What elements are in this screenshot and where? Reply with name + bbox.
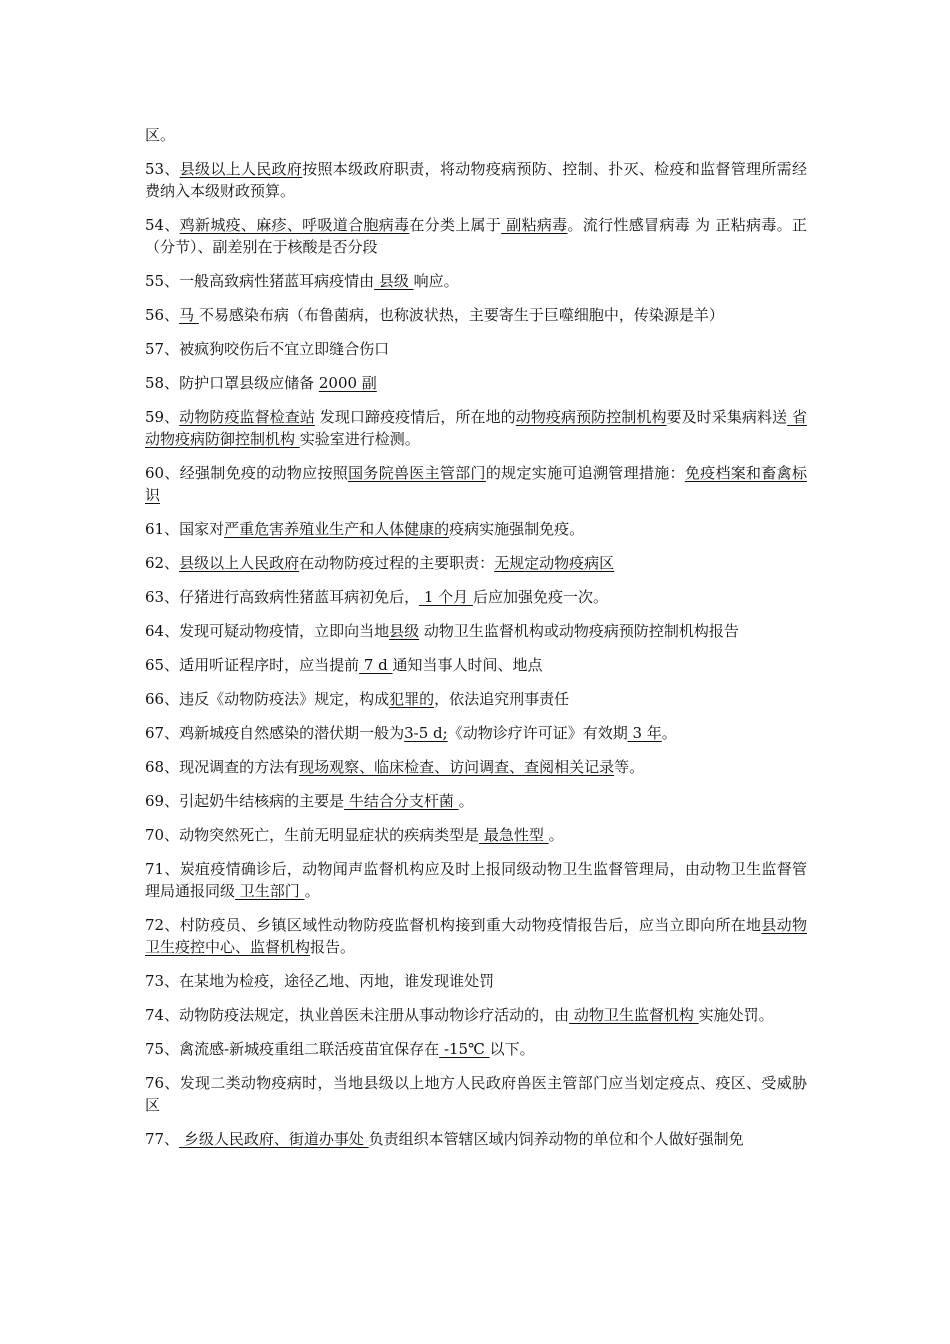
underlined-answer: 严重危害养殖业生产和人体健康的	[224, 520, 450, 538]
text-segment: 55、一般高致病性猪蓝耳病疫情由	[145, 272, 375, 290]
text-segment: 发现口蹄疫疫情后，所在地的	[314, 408, 516, 426]
underlined-answer: 国务院兽医主管部门	[348, 464, 486, 482]
underlined-answer: 3 年	[627, 724, 662, 742]
paragraph-item	[145, 214, 807, 258]
text-segment: 动物卫生监督机构或动物疫病预防控制机构报告	[419, 622, 739, 640]
text-segment: 73、在某地为检疫，途径乙地、丙地，谁发现谁处罚	[145, 972, 495, 990]
document-body	[145, 124, 807, 1162]
underlined-answer: 马	[179, 306, 199, 324]
paragraph-item	[145, 406, 807, 450]
text-segment: 要及时采集病料送	[666, 408, 788, 426]
paragraph-item	[145, 1038, 807, 1060]
underlined-answer: 乡级人民政府、街道办事处	[179, 1130, 369, 1148]
text-segment: 60、经强制免疫的动物应按照	[145, 464, 349, 482]
paragraph-item	[145, 124, 807, 146]
text-segment: 58、防护口罩县级应储备	[145, 374, 319, 392]
paragraph-item	[145, 688, 807, 710]
text-segment: 不易感染布病（布鲁菌病，也称波状热，主要寄生于巨噬细胞中，传染源是羊）	[198, 306, 724, 324]
paragraph-item	[145, 620, 807, 642]
underlined-answer: 省动物疫病防御控制机构	[145, 408, 807, 448]
text-segment: 64、发现可疑动物疫情，立即向当地	[145, 622, 390, 640]
underlined-answer: 副粘病毒	[501, 216, 568, 234]
text-segment: 77、	[145, 1130, 180, 1148]
text-segment: 61、国家对	[145, 520, 225, 538]
paragraph-item	[145, 372, 807, 394]
underlined-answer: 县级以上人民政府	[179, 554, 300, 572]
underlined-answer: 县级	[374, 272, 414, 290]
text-segment: 74、动物防疫法规定，执业兽医未注册从事动物诊疗活动的，由	[145, 1006, 570, 1024]
text-segment: 区。	[145, 126, 176, 144]
underlined-answer: 无规定动物疫病区	[494, 554, 615, 572]
paragraph-item	[145, 304, 807, 326]
text-segment: 报告。	[310, 938, 356, 956]
underlined-answer: 鸡新城疫、麻疹、呼吸道合胞病毒	[179, 216, 410, 234]
underlined-answer: 县动物卫生疫控中心、监督机构	[145, 916, 807, 956]
underlined-answer: 7 d	[359, 656, 393, 674]
paragraph-item	[145, 338, 807, 360]
underlined-answer: 1 个月	[419, 588, 473, 606]
text-segment: 实验室进行检测。	[299, 430, 420, 448]
paragraph-item	[145, 552, 807, 574]
paragraph-item	[145, 970, 807, 992]
text-segment: 《动物诊疗许可证》有效期	[447, 724, 628, 742]
paragraph-item	[145, 158, 807, 202]
text-segment: 后应加强免疫一次。	[472, 588, 608, 606]
underlined-answer: 最急性型	[479, 826, 549, 844]
underlined-answer: 犯罪的	[389, 690, 435, 708]
text-segment: 53、	[145, 160, 180, 178]
text-segment: 。	[661, 724, 677, 742]
underlined-answer: 卫生部门	[235, 882, 305, 900]
text-segment: 在动物防疫过程的主要职责：	[299, 554, 495, 572]
text-segment: 68、现况调查的方法有	[145, 758, 300, 776]
paragraph-item	[145, 858, 807, 902]
paragraph-item	[145, 824, 807, 846]
text-segment: 66、违反《动物防疫法》规定，构成	[145, 690, 390, 708]
underlined-answer: 牛结合分支杆菌	[344, 792, 459, 810]
text-segment: 69、引起奶牛结核病的主要是	[145, 792, 345, 810]
paragraph-item	[145, 654, 807, 676]
text-segment: 按照本级政府职责，将动物疫病预防、控制、扑灭、检疫和监督管理所需经费纳入本级财政预算。	[145, 160, 807, 200]
text-segment: 75、禽流感-新城疫重组二联活疫苗宜保存在	[145, 1040, 440, 1058]
underlined-answer: 县级	[389, 622, 420, 640]
paragraph-item	[145, 586, 807, 608]
text-segment: ，依法追究刑事责任	[434, 690, 570, 708]
paragraph-item	[145, 914, 807, 958]
text-segment: 62、	[145, 554, 180, 572]
text-segment: 65、适用听证程序时，应当提前	[145, 656, 360, 674]
text-segment: 54、	[145, 216, 180, 234]
text-segment: 67、鸡新城疫自然感染的潜伏期一般为	[145, 724, 405, 742]
text-segment: 疫病实施强制免疫。	[449, 520, 585, 538]
text-segment: 63、仔猪进行高致病性猪蓝耳病初免后，	[145, 588, 420, 606]
text-segment: 等。	[614, 758, 645, 776]
underlined-answer: 3-5 d;	[404, 724, 448, 742]
paragraph-item	[145, 790, 807, 812]
underlined-answer: 2000 副	[318, 374, 377, 392]
text-segment: 71、炭疽疫情确诊后，动物闻声监督机构应及时上报同级动物卫生监督管理局，由动物卫生监督管理局通报同级	[145, 860, 807, 900]
text-segment: 负责组织本管辖区域内饲养动物的单位和个人做好强制免	[368, 1130, 744, 1148]
paragraph-item	[145, 756, 807, 778]
underlined-answer: 现场观察、临床检查、访问调查、查阅相关记录	[299, 758, 615, 776]
underlined-answer: -15℃	[439, 1040, 490, 1058]
paragraph-item	[145, 1004, 807, 1026]
text-segment: 56、	[145, 306, 180, 324]
paragraph-item	[145, 1072, 807, 1116]
text-segment: 59、	[145, 408, 180, 426]
text-segment: 响应。	[413, 272, 459, 290]
underlined-answer: 动物防疫监督检查站	[179, 408, 315, 426]
text-segment: 57、被疯狗咬伤后不宜立即缝合伤口	[145, 340, 390, 358]
text-segment: 的规定实施可追溯管理措施：	[485, 464, 685, 482]
paragraph-item	[145, 462, 807, 506]
paragraph-item	[145, 518, 807, 540]
text-segment: 以下。	[489, 1040, 535, 1058]
text-segment: 通知当事人时间、地点	[392, 656, 543, 674]
text-segment: 。流行性感冒病毒 为 正粘病毒。正（分节）、副差别在于核酸是否分段	[145, 216, 807, 256]
paragraph-item	[145, 722, 807, 744]
text-segment: 72、村防疫员、乡镇区域性动物防疫监督机构接到重大动物疫情报告后，应当立即向所在地	[145, 916, 762, 934]
text-segment: 。	[548, 826, 564, 844]
paragraph-item	[145, 1128, 807, 1150]
text-segment: 。	[304, 882, 320, 900]
paragraph-item	[145, 270, 807, 292]
underlined-answer: 动物疫病预防控制机构	[515, 408, 667, 426]
text-segment: 76、发现二类动物疫病时，当地县级以上地方人民政府兽医主管部门应当划定疫点、疫区、受威胁区	[145, 1074, 807, 1114]
text-segment: 在分类上属于	[409, 216, 502, 234]
text-segment: 实施处罚。	[698, 1006, 774, 1024]
underlined-answer: 动物卫生监督机构	[569, 1006, 699, 1024]
underlined-answer: 免疫档案和畜禽标识	[145, 464, 807, 504]
text-segment: 70、动物突然死亡，生前无明显症状的疾病类型是	[145, 826, 480, 844]
text-segment: 。	[458, 792, 474, 810]
underlined-answer: 县级以上人民政府	[179, 160, 303, 178]
